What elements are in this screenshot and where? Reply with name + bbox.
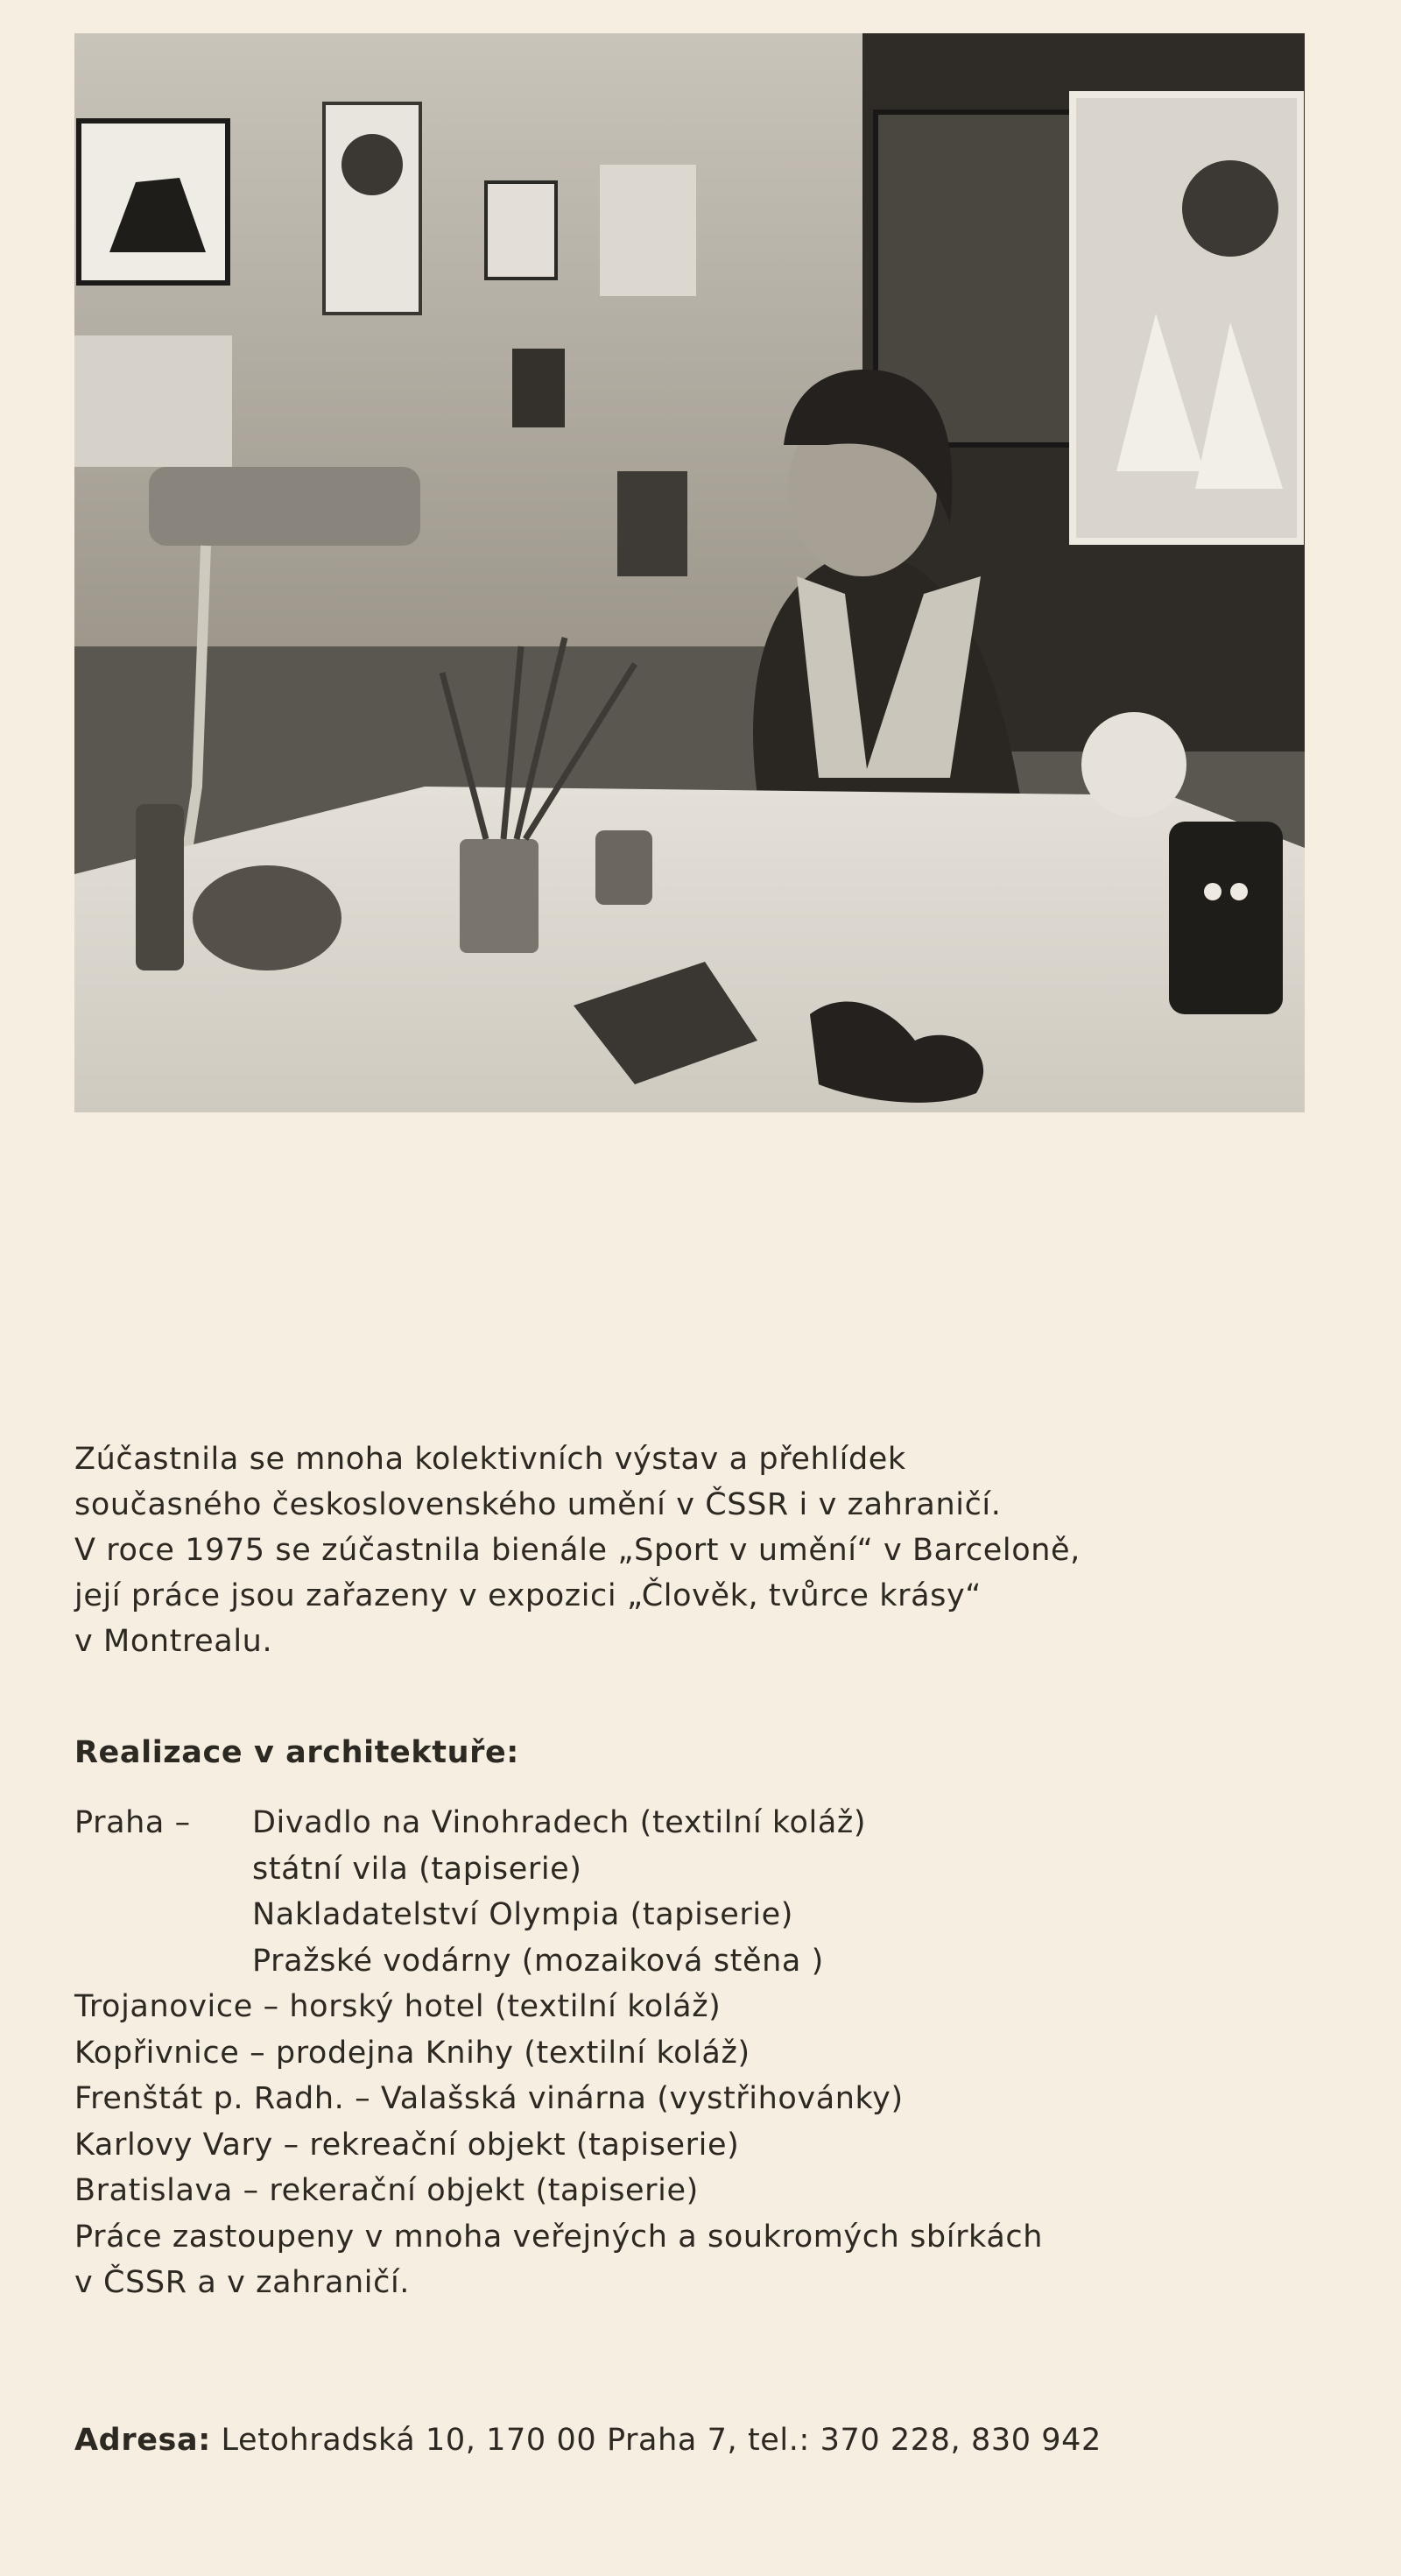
intro-line: její práce jsou zařazeny v expozici „Člověk, tvůrce krásy“ <box>74 1578 982 1613</box>
realizace-list <box>74 1800 1353 2306</box>
brush-cup <box>460 839 539 953</box>
list-item: Frenštát p. Radh. – Valašská vinárna (vystřihovánky) <box>74 2081 904 2116</box>
framed-artwork-figure <box>486 182 556 279</box>
address-value: Letohradská 10, 170 00 Praha 7, tel.: 370 228, 830 942 <box>221 2423 1102 2458</box>
address-label: Adresa: <box>74 2423 211 2458</box>
desk-lamp <box>149 467 420 546</box>
photo-illustration <box>74 33 1305 1112</box>
intro-line: Zúčastnila se mnoha kolektivních výstav a přehlídek <box>74 1442 906 1477</box>
intro-line: V roce 1975 se zúčastnila bienále „Sport v umění“ v Barceloně, <box>74 1533 1081 1568</box>
list-item: Bratislava – rekerační objekt (tapiserie) <box>74 2173 699 2208</box>
address-line <box>74 2417 1102 2463</box>
intro-line: současného československého umění v ČSSR i v zahraničí. <box>74 1487 1002 1522</box>
list-item: státní vila (tapiserie) <box>252 1851 582 1887</box>
list-item: Trojanovice – horský hotel (textilní koláž) <box>74 1989 722 2024</box>
realizace-heading: Realizace v architektuře: <box>74 1735 519 1770</box>
list-item: Pražské vodárny (mozaiková stěna ) <box>252 1943 824 1979</box>
wall-panel <box>74 335 232 467</box>
collection-line: Práce zastoupeny v mnoha veřejných a soukromých sbírkách <box>74 2219 1043 2255</box>
list-item: Kopřivnice – prodejna Knihy (textilní koláž) <box>74 2035 750 2071</box>
dark-bottle <box>1169 822 1283 1014</box>
intro-paragraph <box>74 1436 1353 1664</box>
list-item-text: Divadlo na Vinohradech (textilní koláž) <box>252 1805 867 1840</box>
paper-flower <box>1081 712 1186 817</box>
collection-line: v ČSSR a v zahraničí. <box>74 2265 411 2300</box>
list-item: Karlovy Vary – rekreační objekt (tapiserie) <box>74 2127 740 2163</box>
artist-studio-photo <box>74 33 1305 1112</box>
framed-artwork-pair <box>600 165 696 296</box>
list-item: Nakladatelství Olympia (tapiserie) <box>252 1897 794 1932</box>
list-item <box>74 1800 1353 1846</box>
intro-line: v Montrealu. <box>74 1624 273 1659</box>
city-praha: Praha – <box>74 1805 191 1840</box>
